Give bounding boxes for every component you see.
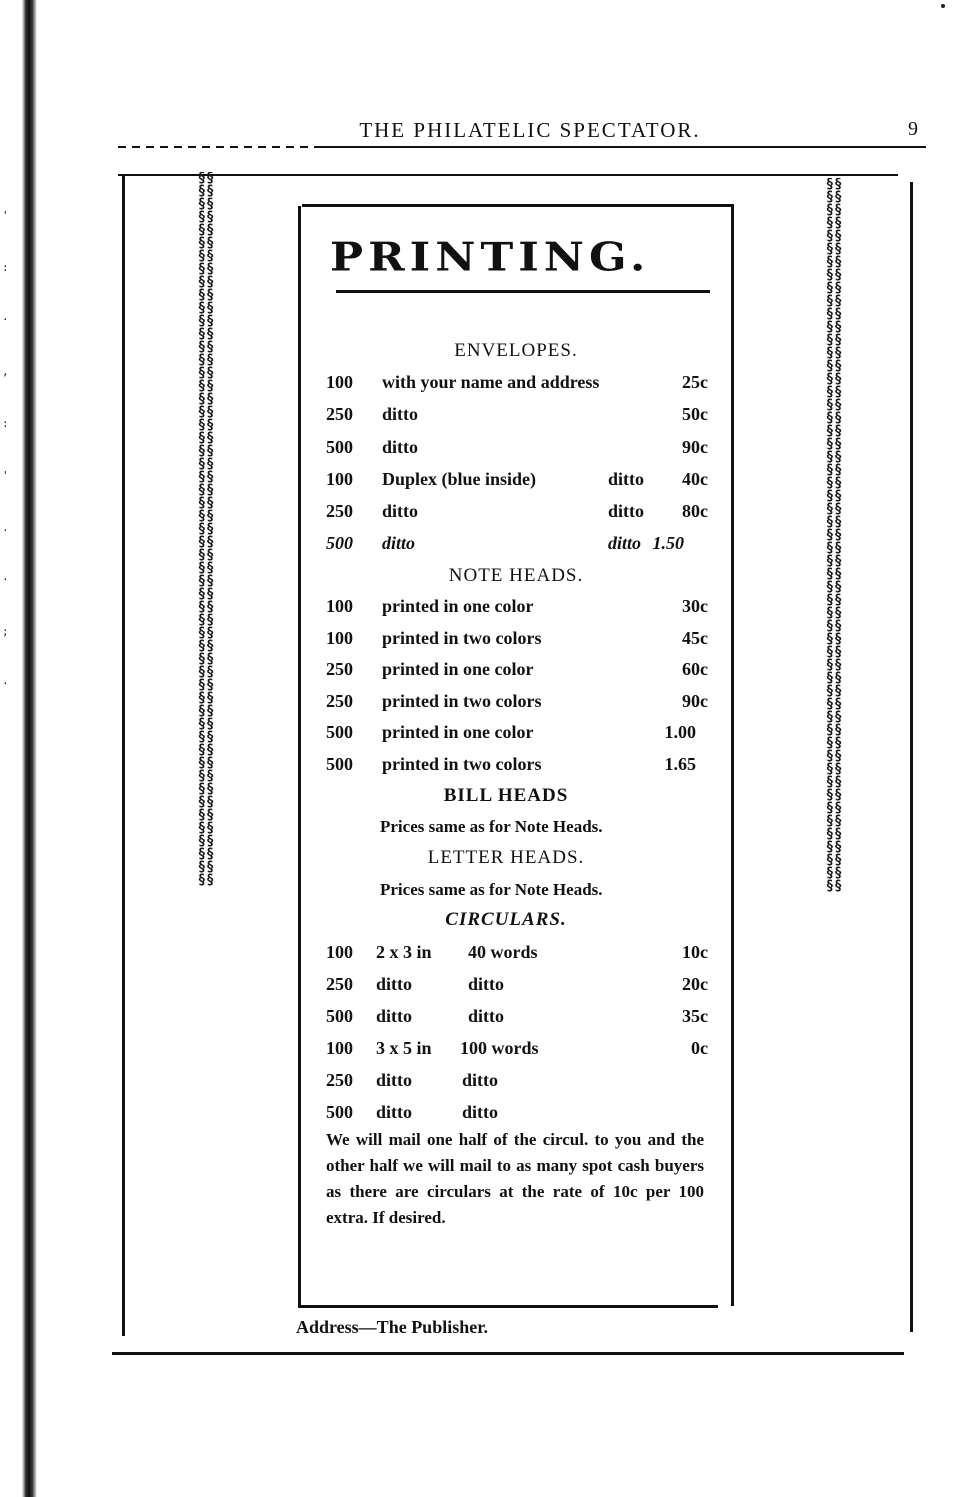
running-head: THE PHILATELIC SPECTATOR. (359, 118, 701, 142)
letter-heads-note: Prices same as for Note Heads. (380, 880, 603, 899)
row-desc: ditto (376, 1006, 412, 1026)
row-words: ditto (462, 1070, 498, 1090)
row-price: 40c (682, 469, 708, 489)
row-desc: with your name and address (382, 372, 600, 392)
ad-title: PRINTING. (330, 234, 651, 281)
row-desc: ditto (382, 533, 416, 553)
head-rule-dashed (118, 146, 318, 148)
row-qty: 250 (326, 974, 353, 994)
frame-top (118, 174, 898, 176)
title-rule (336, 290, 710, 293)
row-qty: 100 (326, 469, 353, 489)
ad-box-left (298, 206, 301, 1306)
section-heading-bill-heads: BILL HEADS (443, 785, 569, 806)
circulars-paragraph: We will mail one half of the circul. to you and the other half we will mail to as many spot cash buyers as there are circulars at the rate of 10c per 100 extra. If desired. (326, 1130, 704, 1227)
row-qty: 500 (326, 722, 353, 742)
row-price: 0c (691, 1038, 708, 1058)
row-qty: 100 (326, 628, 353, 648)
bill-heads-note: Prices same as for Note Heads. (380, 817, 603, 836)
row-words: ditto (462, 1102, 498, 1122)
ornamental-border-right: §§§§§§§§§§§§§§§§§§§§§§§§§§§§§§§§§§§§§§§§§§§§§§§§§§§§§§§§§§§§§§§§§§§§§§§§§§§§§§§§§§§§§§§§§§§§§§§§§§§§§§§§§§§§§§ (825, 178, 843, 894)
row-price: 1.00 (664, 722, 696, 742)
price-row (320, 1006, 720, 1036)
price-row (320, 1038, 720, 1068)
row-price: 90c (682, 437, 708, 457)
row-qty: 100 (326, 1038, 353, 1058)
row-desc: Duplex (blue inside) (382, 469, 537, 489)
row-ditto: ditto (608, 533, 642, 553)
row-qty: 500 (326, 1102, 353, 1122)
frame-right (910, 182, 913, 1332)
row-qty: 100 (326, 372, 353, 392)
row-ditto: ditto (608, 501, 644, 521)
row-price: 90c (682, 691, 708, 711)
row-desc: printed in two colors (382, 754, 542, 774)
price-row (320, 722, 720, 752)
row-words: ditto (468, 974, 504, 994)
price-row (320, 437, 720, 467)
price-row (320, 404, 720, 434)
row-price: 60c (682, 659, 708, 679)
row-desc: printed in two colors (382, 628, 542, 648)
row-price: 1.50 (652, 533, 684, 553)
row-ditto: ditto (608, 469, 644, 489)
row-desc: printed in one color (382, 596, 534, 616)
row-qty: 100 (326, 942, 353, 962)
row-qty: 500 (326, 754, 353, 774)
frame-left (122, 176, 125, 1336)
price-row (320, 501, 720, 531)
frame-bottom (112, 1352, 904, 1355)
row-desc: ditto (382, 404, 418, 424)
binding-marks: ' : · , : ' . · ; · (2, 209, 9, 690)
section-heading-letter-heads: LETTER HEADS. (427, 847, 585, 868)
row-desc: printed in one color (382, 659, 534, 679)
row-qty: 500 (326, 437, 353, 457)
row-price: 20c (682, 974, 708, 994)
ad-box-right (731, 206, 734, 1306)
row-price: 25c (682, 372, 708, 392)
price-row (320, 974, 720, 1004)
price-row (320, 596, 720, 626)
page-number: 9 (908, 118, 918, 140)
row-desc: ditto (376, 1102, 412, 1122)
row-price: 10c (682, 942, 708, 962)
row-qty: 500 (326, 1006, 353, 1026)
speck (941, 4, 945, 8)
row-desc: printed in one color (382, 722, 534, 742)
row-desc: 2 x 3 in (376, 942, 432, 962)
price-row (320, 691, 720, 721)
row-price: 80c (682, 501, 708, 521)
row-desc: 3 x 5 in (376, 1038, 432, 1058)
row-price: 45c (682, 628, 708, 648)
row-qty: 250 (326, 659, 353, 679)
ornamental-border-left: §§§§§§§§§§§§§§§§§§§§§§§§§§§§§§§§§§§§§§§§§§§§§§§§§§§§§§§§§§§§§§§§§§§§§§§§§§§§§§§§§§§§§§§§§§§§§§§§§§§§§§§§§§§§§§ (197, 172, 215, 888)
row-words: 40 words (468, 942, 538, 962)
row-qty: 250 (326, 691, 353, 711)
row-desc: ditto (382, 437, 418, 457)
row-desc: ditto (382, 501, 418, 521)
row-qty: 500 (326, 533, 353, 553)
price-row (320, 1070, 720, 1100)
price-row (320, 628, 720, 658)
price-row (320, 659, 720, 689)
row-qty: 250 (326, 404, 353, 424)
price-row (320, 533, 720, 563)
section-heading-circulars: CIRCULARS. (445, 909, 567, 930)
row-desc: ditto (376, 1070, 412, 1090)
row-price: 1.65 (664, 754, 696, 774)
price-row (320, 469, 720, 499)
ad-footer-address: Address—The Publisher. (296, 1317, 489, 1337)
row-desc: ditto (376, 974, 412, 994)
row-price: 30c (682, 596, 708, 616)
price-row (320, 754, 720, 784)
ad-box-bottom (298, 1305, 718, 1308)
section-heading-envelopes: ENVELOPES. (454, 340, 578, 361)
ad-box-top (302, 204, 734, 207)
row-desc: printed in two colors (382, 691, 542, 711)
price-row (320, 372, 720, 402)
row-price: 35c (682, 1006, 708, 1026)
row-words: 100 words (460, 1038, 539, 1058)
row-qty: 100 (326, 596, 353, 616)
row-words: ditto (468, 1006, 504, 1026)
row-qty: 250 (326, 1070, 353, 1090)
row-qty: 250 (326, 501, 353, 521)
row-price: 50c (682, 404, 708, 424)
price-row (320, 942, 720, 972)
section-heading-note-heads: NOTE HEADS. (448, 565, 584, 586)
